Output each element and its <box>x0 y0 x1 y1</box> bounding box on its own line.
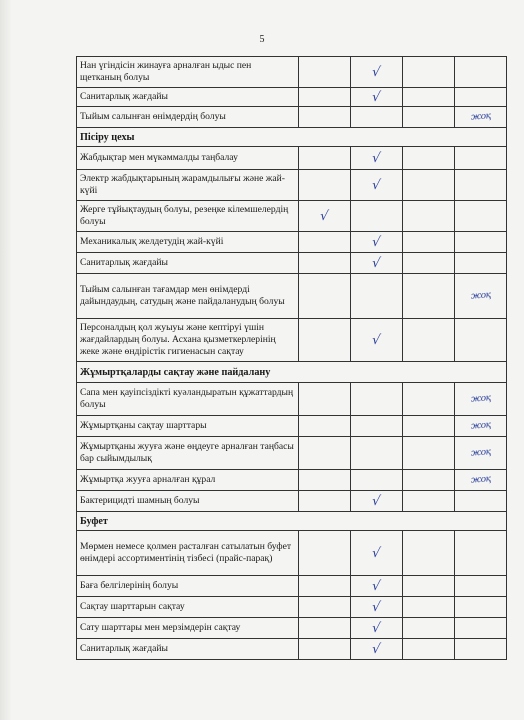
checkmark-icon: √ <box>371 620 382 636</box>
answer-cell-4 <box>455 147 507 169</box>
scan-edge-shadow <box>0 0 12 720</box>
table-row <box>77 57 507 88</box>
answer-cell-2 <box>351 170 403 200</box>
answer-cell-2 <box>351 201 403 231</box>
answer-cell-2 <box>351 57 403 87</box>
handwritten-note: жоқ <box>470 111 491 123</box>
table-row <box>77 618 507 639</box>
criterion-text: Тыйым салынған тағамдар мен өнімдерді дайындаудың, сатудың және пайдаланудың болуы <box>77 274 299 318</box>
table-row <box>77 416 507 437</box>
answer-cell-3 <box>403 531 455 575</box>
answer-cell-1 <box>299 416 351 436</box>
answer-cell-2 <box>351 274 403 318</box>
criterion-text: Жерге тұйықтаудың болуы, резеңке кілемшелердің болуы <box>77 201 299 231</box>
answer-cell-2 <box>351 107 403 127</box>
table-row <box>77 639 507 660</box>
table-row <box>77 147 507 170</box>
answer-cell-4 <box>455 491 507 511</box>
answer-cell-2 <box>351 232 403 252</box>
section-header-row <box>77 362 507 383</box>
criterion-text: Баға белгілерінің болуы <box>77 576 299 596</box>
answer-cell-3 <box>403 147 455 169</box>
table-row <box>77 170 507 201</box>
answer-cell-4 <box>455 531 507 575</box>
answer-cell-1 <box>299 253 351 273</box>
answer-cell-2 <box>351 416 403 436</box>
answer-cell-4 <box>455 107 507 127</box>
answer-cell-3 <box>403 201 455 231</box>
answer-cell-1 <box>299 576 351 596</box>
criterion-text: Нан үгіндісін жинауға арналған ыдыс пен щетканың болуы <box>77 57 299 87</box>
answer-cell-4 <box>455 639 507 659</box>
handwritten-note: жоқ <box>470 420 491 432</box>
answer-cell-1 <box>299 639 351 659</box>
criterion-text: Сату шарттары мен мерзімдерін сақтау <box>77 618 299 638</box>
answer-cell-1 <box>299 232 351 252</box>
answer-cell-2 <box>351 437 403 469</box>
answer-cell-2 <box>351 147 403 169</box>
checkmark-icon: √ <box>371 545 382 561</box>
handwritten-note: жоқ <box>470 393 491 405</box>
answer-cell-3 <box>403 57 455 87</box>
answer-cell-4 <box>455 170 507 200</box>
checkmark-icon: √ <box>371 332 382 348</box>
answer-cell-4 <box>455 57 507 87</box>
answer-cell-4 <box>455 383 507 415</box>
answer-cell-4 <box>455 597 507 617</box>
answer-cell-4 <box>455 253 507 273</box>
table-row <box>77 232 507 253</box>
answer-cell-2 <box>351 531 403 575</box>
table-row <box>77 576 507 597</box>
answer-cell-3 <box>403 639 455 659</box>
criterion-text: Санитарлық жағдайы <box>77 88 299 106</box>
answer-cell-2 <box>351 88 403 106</box>
criterion-text: Жұмыртқаны сақтау шарттары <box>77 416 299 436</box>
answer-cell-4 <box>455 232 507 252</box>
answer-cell-1 <box>299 57 351 87</box>
table-row <box>77 437 507 470</box>
table-row <box>77 319 507 362</box>
answer-cell-4 <box>455 319 507 361</box>
answer-cell-4 <box>455 274 507 318</box>
answer-cell-2 <box>351 576 403 596</box>
answer-cell-2 <box>351 253 403 273</box>
checkmark-icon: √ <box>371 177 382 193</box>
checkmark-icon: √ <box>319 208 330 224</box>
checkmark-icon: √ <box>371 255 382 271</box>
answer-cell-3 <box>403 274 455 318</box>
answer-cell-3 <box>403 416 455 436</box>
criterion-text: Механикалық желдетудің жай-күйі <box>77 232 299 252</box>
criterion-text: Сақтау шарттарын сақтау <box>77 597 299 617</box>
checkmark-icon: √ <box>371 64 382 80</box>
section-title: Буфет <box>77 512 507 530</box>
checkmark-icon: √ <box>371 234 382 250</box>
table-row <box>77 107 507 128</box>
handwritten-note: жоқ <box>470 474 491 486</box>
answer-cell-1 <box>299 618 351 638</box>
answer-cell-3 <box>403 88 455 106</box>
handwritten-note: жоқ <box>470 447 491 459</box>
table-row <box>77 491 507 512</box>
answer-cell-1 <box>299 274 351 318</box>
criterion-text: Санитарлық жағдайы <box>77 253 299 273</box>
answer-cell-3 <box>403 576 455 596</box>
answer-cell-1 <box>299 319 351 361</box>
criterion-text: Жұмыртқаны жууға және өңдеуге арналған таңбасы бар сыйымдылық <box>77 437 299 469</box>
criterion-text: Тыйым салынған өнімдердің болуы <box>77 107 299 127</box>
criterion-text: Жұмыртқа жууға арналған құрал <box>77 470 299 490</box>
answer-cell-2 <box>351 491 403 511</box>
criterion-text: Жабдықтар мен мүкәммалды таңбалау <box>77 147 299 169</box>
table-row <box>77 383 507 416</box>
handwritten-note: жоқ <box>470 290 491 302</box>
section-header-row <box>77 512 507 531</box>
answer-cell-4 <box>455 88 507 106</box>
answer-cell-3 <box>403 232 455 252</box>
answer-cell-1 <box>299 170 351 200</box>
answer-cell-3 <box>403 491 455 511</box>
checkmark-icon: √ <box>371 150 382 166</box>
answer-cell-1 <box>299 491 351 511</box>
answer-cell-3 <box>403 597 455 617</box>
criterion-text: Мөрмен немесе қолмен расталған сатылатын буфет өнімдері ассортиментінің тізбесі (прайс-парақ) <box>77 531 299 575</box>
answer-cell-4 <box>455 576 507 596</box>
checkmark-icon: √ <box>371 493 382 509</box>
criterion-text: Санитарлық жағдайы <box>77 639 299 659</box>
criterion-text: Электр жабдықтарының жарамдылығы және жай-күйі <box>77 170 299 200</box>
answer-cell-4 <box>455 618 507 638</box>
answer-cell-3 <box>403 170 455 200</box>
answer-cell-1 <box>299 147 351 169</box>
criterion-text: Персоналдың қол жуыуы және кептіруі үшін жағдайлардың болуы. Асхана қызметкерлерінің жеке және өндірістік гигиенасын сақтау <box>77 319 299 361</box>
answer-cell-3 <box>403 437 455 469</box>
answer-cell-1 <box>299 88 351 106</box>
answer-cell-4 <box>455 201 507 231</box>
answer-cell-4 <box>455 416 507 436</box>
page-number: 5 <box>259 34 265 45</box>
answer-cell-3 <box>403 107 455 127</box>
answer-cell-1 <box>299 201 351 231</box>
inspection-table <box>76 56 507 660</box>
table-row <box>77 253 507 274</box>
table-row <box>77 470 507 491</box>
checkmark-icon: √ <box>371 641 382 657</box>
answer-cell-3 <box>403 618 455 638</box>
checkmark-icon: √ <box>371 578 382 594</box>
checkmark-icon: √ <box>371 89 382 105</box>
answer-cell-3 <box>403 319 455 361</box>
criterion-text: Бактерицидті шамның болуы <box>77 491 299 511</box>
section-title: Пісіру цехы <box>77 128 507 146</box>
answer-cell-1 <box>299 383 351 415</box>
answer-cell-2 <box>351 639 403 659</box>
answer-cell-2 <box>351 383 403 415</box>
criterion-text: Сапа мен қауіпсіздікті куәландыратын құжаттардың болуы <box>77 383 299 415</box>
table-row <box>77 274 507 319</box>
table-row <box>77 531 507 576</box>
answer-cell-1 <box>299 470 351 490</box>
section-header-row <box>77 128 507 147</box>
answer-cell-4 <box>455 437 507 469</box>
answer-cell-2 <box>351 597 403 617</box>
checkmark-icon: √ <box>371 599 382 615</box>
table-row <box>77 201 507 232</box>
answer-cell-2 <box>351 319 403 361</box>
answer-cell-2 <box>351 470 403 490</box>
answer-cell-1 <box>299 531 351 575</box>
answer-cell-2 <box>351 618 403 638</box>
answer-cell-3 <box>403 383 455 415</box>
section-title: Жұмыртқаларды сақтау және пайдалану <box>77 362 507 382</box>
answer-cell-1 <box>299 107 351 127</box>
answer-cell-1 <box>299 597 351 617</box>
table-row <box>77 88 507 107</box>
answer-cell-3 <box>403 253 455 273</box>
answer-cell-4 <box>455 470 507 490</box>
answer-cell-3 <box>403 470 455 490</box>
table-row <box>77 597 507 618</box>
answer-cell-1 <box>299 437 351 469</box>
